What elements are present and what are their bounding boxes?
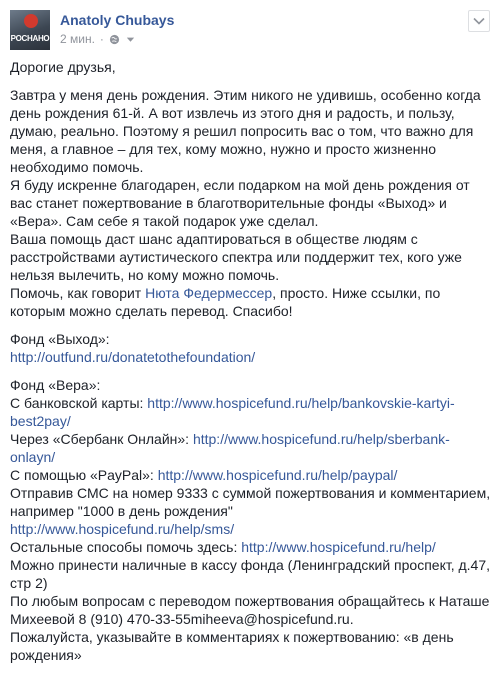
card-link[interactable]: http://www.hospicefund.ru/help/bankovskie-kartyi-best2pay/ xyxy=(10,395,455,429)
meta-separator: · xyxy=(99,32,104,46)
comment-text: Пожалуйста, указывайте в комментариях к пожертвованию: «в день рождения» xyxy=(10,629,454,663)
paragraph-2: Я буду искренне благодарен, если подарком на мой день рождения от вас станет пожертвование в благотворительные фонды «Выход» и «Вера». Сам себе я такой подарок уже сделал. xyxy=(10,177,470,229)
other-link[interactable]: http://www.hospicefund.ru/help/ xyxy=(241,539,436,555)
person-link[interactable]: Нюта Федермессер xyxy=(145,285,273,301)
author-name[interactable]: Anatoly Chubays xyxy=(60,12,175,28)
avatar[interactable] xyxy=(10,10,50,50)
post-options-button[interactable] xyxy=(468,10,490,32)
paypal-line: С помощью «PayPal»: http://www.hospicefund.ru/help/paypal/ xyxy=(10,467,398,483)
globe-icon[interactable] xyxy=(109,34,120,45)
greeting: Дорогие друзья, xyxy=(10,59,116,75)
paragraph-3: Ваша помощь даст шанс адаптироваться в обществе людям с расстройствами аутистического спектра или поддержит тех, кого уже нельзя вылечить, но кому можно помочь. xyxy=(10,231,462,283)
vyhod-label: Фонд «Выход»: xyxy=(10,331,110,347)
cash-text: Можно принести наличные в кассу фонда (Ленинградский проспект, д.47, стр 2) xyxy=(10,557,491,591)
timestamp[interactable]: 2 мин. xyxy=(60,32,95,46)
contact-text: По любым вопросам с переводом пожертвования обращайтесь к Наташе Михеевой 8 (910) 470-33-55miheeva@hospicefund.ru. xyxy=(10,593,490,627)
vera-label: Фонд «Вера»: xyxy=(10,377,101,393)
sms-text: Отправив СМС на номер 9333 с суммой пожертвования и комментарием, например "1000 в день рождения" xyxy=(10,485,491,519)
post-meta xyxy=(60,32,136,46)
other-line: Остальные способы помочь здесь: http://www.hospicefund.ru/help/ xyxy=(10,539,436,555)
sms-link[interactable]: http://www.hospicefund.ru/help/sms/ xyxy=(10,521,235,537)
vyhod-link[interactable]: http://outfund.ru/donatetothefoundation/ xyxy=(10,349,256,365)
sber-line: Через «Сбербанк Онлайн»: http://www.hospicefund.ru/help/sberbank-onlayn/ xyxy=(10,431,450,465)
sber-link[interactable]: http://www.hospicefund.ru/help/sberbank-onlayn/ xyxy=(10,431,450,465)
chevron-down-icon xyxy=(473,17,485,25)
logo-dot xyxy=(24,14,38,28)
caret-down-icon[interactable] xyxy=(125,34,136,45)
post-header xyxy=(10,10,490,52)
paypal-link[interactable]: http://www.hospicefund.ru/help/paypal/ xyxy=(157,467,398,483)
post-body xyxy=(10,58,492,664)
paragraph-4: Помочь, как говорит Нюта Федермессер, просто. Ниже ссылки, по которым можно сделать перевод. Спасибо! xyxy=(10,285,441,319)
card-line: С банковской карты: http://www.hospicefund.ru/help/bankovskie-kartyi-best2pay/ xyxy=(10,395,455,429)
avatar-logo-text: РОСНАНО xyxy=(10,34,50,43)
paragraph-1: Завтра у меня день рождения. Этим никого не удивишь, особенно когда день рождения 61-й. А вот извлечь из этого дня и радость, и пользу, думаю, реально. Поэтому я решил попросить вас о том, что важно для меня, а главное – для тех, кому можно, нужно и просто жизненно необходимо помочь. xyxy=(10,87,481,175)
